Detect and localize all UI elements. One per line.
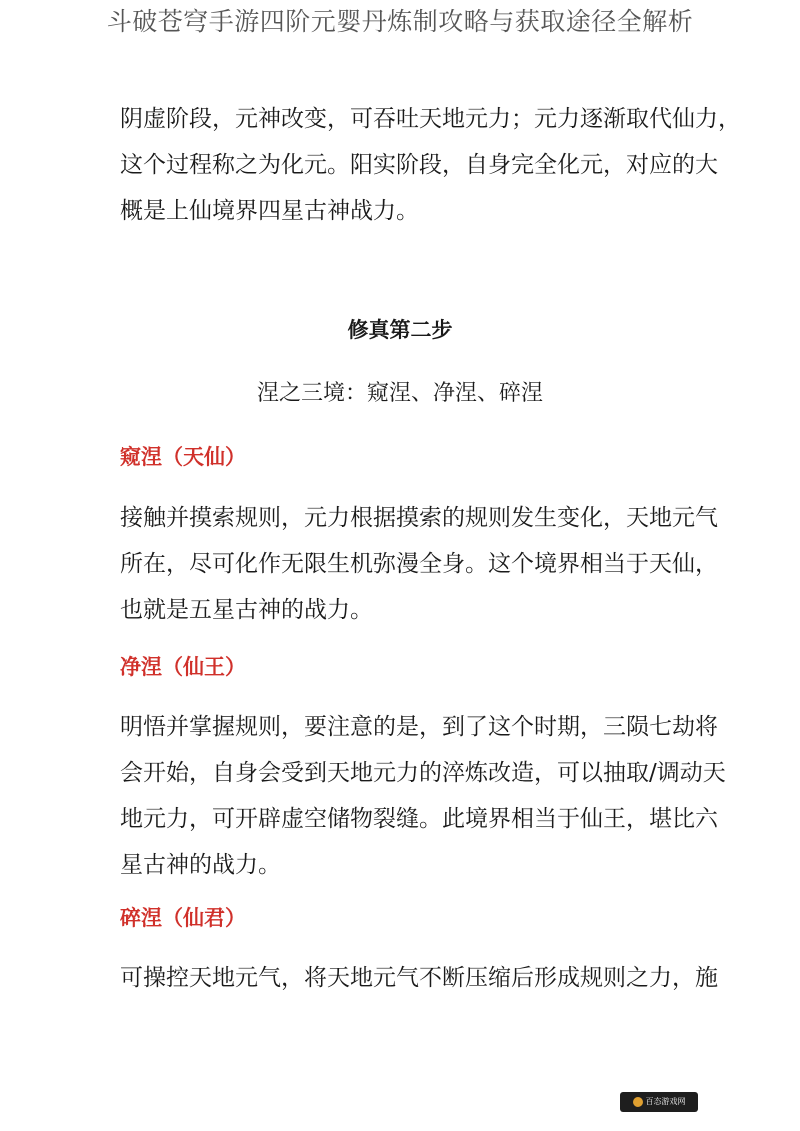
realm-line: 星古神的战力。 [120,852,281,878]
realm-paragraph-suinie [120,955,718,1001]
realm-line: 可操控天地元气，将天地元气不断压缩后形成规则之力，施 [120,965,718,991]
section-subheading: 涅之三境：窥涅、净涅、碎涅 [256,381,543,406]
realm-paragraph-kuinie [120,495,718,633]
realm-line: 明悟并掌握规则，要注意的是，到了这个时期，三陨七劫将 [120,714,718,740]
realm-line: 也就是五星古神的战力。 [120,597,373,623]
realm-heading-jingnie: 净涅（仙王） [120,655,246,679]
realm-line: 所在，尽可化作无限生机弥漫全身。这个境界相当于天仙， [120,551,718,577]
section-heading: 修真第二步 [347,318,453,342]
intro-line: 概是上仙境界四星古神战力。 [120,198,419,224]
realm-heading-kuinie: 窥涅（天仙） [120,445,246,469]
watermark-text: 百态游戏网 [645,1097,686,1106]
realm-heading-suinie: 碎涅（仙君） [120,906,246,930]
realm-line: 接触并摸索规则，元力根据摸索的规则发生变化，天地元气 [120,505,718,531]
watermark-logo-icon [633,1097,643,1107]
realm-paragraph-jingnie [120,704,726,888]
page-title: 斗破苍穹手游四阶元婴丹炼制攻略与获取途径全解析 [106,7,694,36]
realm-line: 会开始，自身会受到天地元力的淬炼改造，可以抽取/调动天 [120,760,726,786]
intro-line: 阴虚阶段，元神改变，可吞吐天地元力；元力逐渐取代仙力， [120,106,741,132]
realm-line: 地元力，可开辟虚空储物裂缝。此境界相当于仙王，堪比六 [120,806,718,832]
intro-paragraph [120,96,741,234]
site-watermark [620,1092,698,1112]
intro-line: 这个过程称之为化元。阳实阶段，自身完全化元，对应的大 [120,152,718,178]
